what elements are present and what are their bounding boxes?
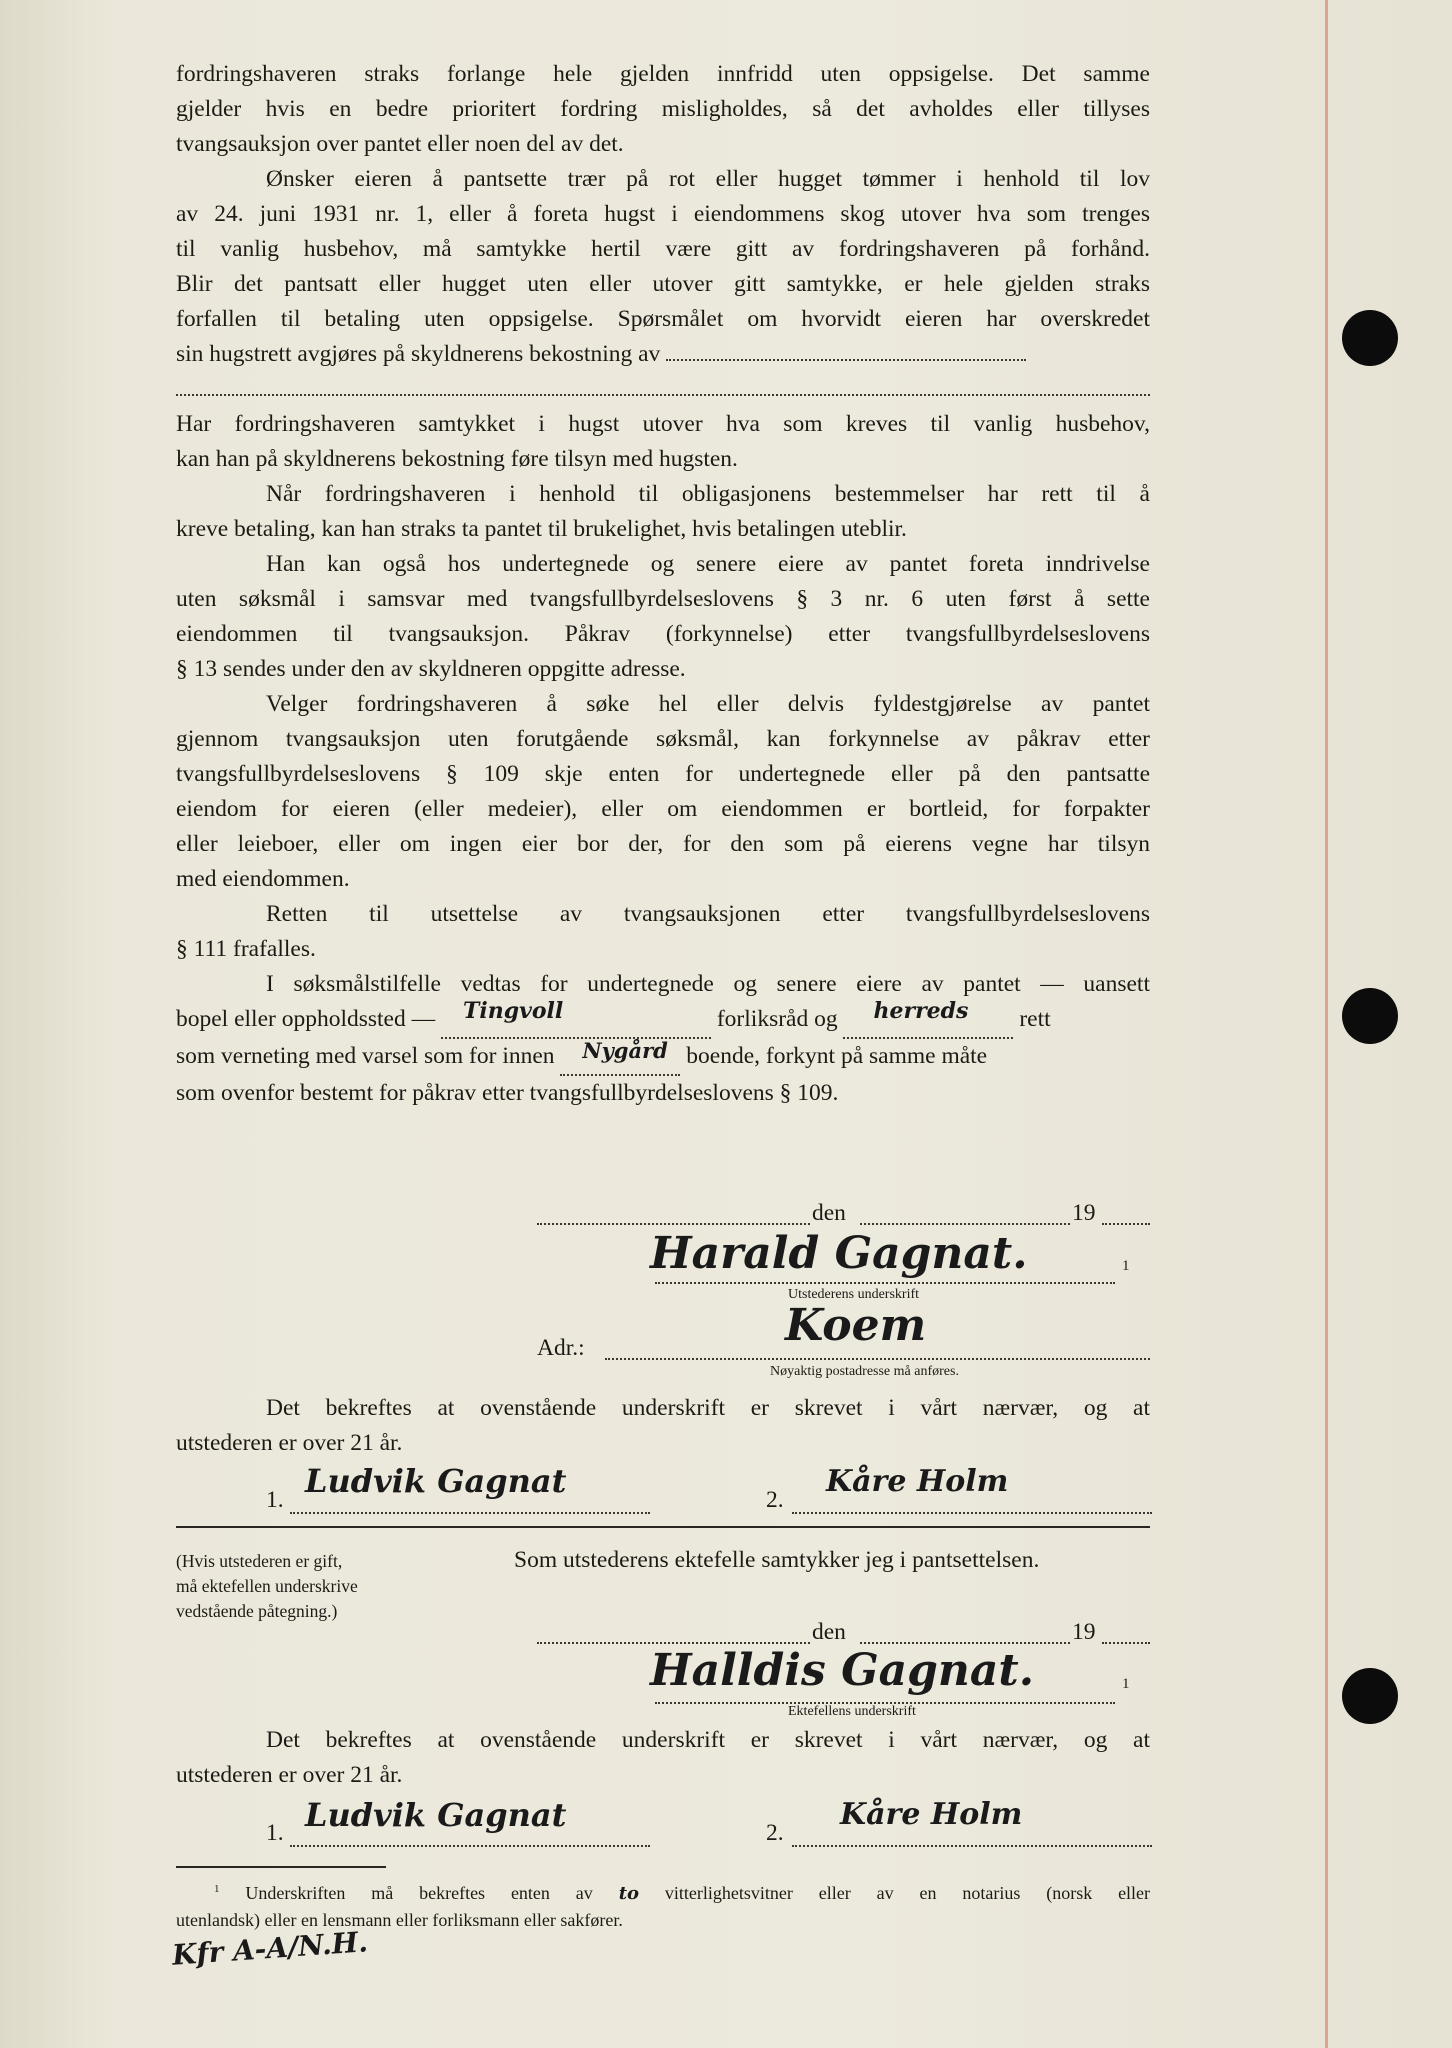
footnote-mark: 1: [1122, 1676, 1130, 1692]
witness-signature: Kåre Holm: [826, 1464, 1009, 1499]
text-line: [176, 337, 1150, 372]
footnote-mark: 1: [214, 1883, 220, 1895]
margin-rule: [1325, 0, 1328, 2048]
year-field: [1102, 1201, 1150, 1225]
text-line: tvangsauksjon over pantet eller noen del av det.: [176, 131, 624, 157]
text-fragment: bopel eller oppholdssted —: [176, 1006, 436, 1032]
text-line: Når fordringshaveren i henhold til obligasjonens bestemmelser har rett til å: [266, 481, 1150, 507]
witness-signature: Ludvik Gagnat: [305, 1462, 567, 1500]
date-label: den: [812, 1619, 846, 1645]
text-line: fordringshaveren straks forlange hele gjelden innfridd uten oppsigelse. Det samme: [176, 61, 1150, 87]
text-fragment: rett: [1019, 1006, 1051, 1032]
text-line: kreve betaling, kan han straks ta pantet til brukelighet, hvis betalingen uteblir.: [176, 516, 907, 542]
witness-number: 2.: [766, 1487, 784, 1513]
text-line: Retten til utsettelse av tvangsauksjonen etter tvangsfullbyrdelseslovens: [266, 901, 1150, 927]
witness-signature: Ludvik Gagnat: [305, 1796, 567, 1834]
witness-text: Det bekreftes at ovenstående underskrift er skrevet i vårt nærvær, og at: [266, 1727, 1150, 1753]
body-text: [176, 57, 1150, 1111]
punch-hole: [1342, 988, 1398, 1044]
text-line: Velger fordringshaveren å søke hel eller delvis fyldestgjørelse av pantet: [266, 691, 1150, 717]
text-line: eiendom for eieren (eller medeier), eller om eiendommen er bortleid, for forpakter: [176, 796, 1150, 822]
text-line: eiendommen til tvangsauksjon. Påkrav (forkynnelse) etter tvangsfullbyrdelseslovens: [176, 621, 1150, 647]
blank-line: [666, 358, 1026, 361]
signature-caption: Ektefellens underskrift: [788, 1704, 916, 1719]
spouse-note: [176, 1549, 358, 1624]
text-line: Han kan også hos undertegnede og senere eiere av pantet foreta inndrivelse: [266, 551, 1150, 577]
punch-hole: [1342, 1668, 1398, 1724]
footnote-mark: 1: [1122, 1258, 1130, 1274]
signature-caption: Utstederens underskrift: [788, 1287, 920, 1302]
spouse-signature: Halldis Gagnat.: [650, 1645, 1035, 1696]
blank-line: [176, 393, 1150, 396]
text-line: gjelder hvis en bedre prioritert fordring misligholdes, så det avholdes eller tillyses: [176, 96, 1150, 122]
witness-number: 1.: [266, 1487, 284, 1513]
date-place-field: [537, 1620, 810, 1644]
text-line: forfallen til betaling uten oppsigelse. Spørsmålet om hvorvidt eieren har overskredet: [176, 306, 1150, 332]
handwritten-number: to: [618, 1883, 640, 1904]
text-line: av 24. juni 1931 nr. 1, eller å foreta hugst i eiendommens skog utover hva som trenges: [176, 201, 1150, 227]
handwritten-court: herreds: [873, 998, 969, 1024]
text-fragment: Underskriften må bekreftes enten av: [245, 1883, 593, 1903]
text-fragment: som verneting med varsel som for innen: [176, 1043, 555, 1069]
year-field: [1102, 1620, 1150, 1644]
text-line: uten søksmål i samsvar med tvangsfullbyrdelseslovens § 3 nr. 6 uten først å sette: [176, 586, 1150, 612]
date-field: [860, 1201, 1070, 1225]
district-field: [560, 1039, 680, 1076]
witness-number: 1.: [266, 1820, 284, 1846]
witness-number: 2.: [766, 1820, 784, 1846]
text-line: gjennom tvangsauksjon uten forutgående søksmål, kan forkynnelse av påkrav etter: [176, 726, 1150, 752]
text-line: § 111 frafalles.: [176, 936, 316, 962]
footnote-line: utenlandsk) eller en lensmann eller forliksmann eller sakfører.: [176, 1910, 623, 1930]
spouse-note-line: (Hvis utstederen er gift,: [176, 1551, 343, 1571]
text-fragment: vitterlighetsvitner eller av en notarius (norsk eller: [664, 1883, 1151, 1903]
text-line: eller leieboer, eller om ingen eier bor der, for den som på eierens vegne har tilsyn: [176, 831, 1150, 857]
text-fragment: boende, forkynt på samme måte: [686, 1043, 988, 1069]
court-field: [843, 998, 1013, 1039]
handwritten-address: Koem: [785, 1300, 927, 1351]
date-place-field: [537, 1201, 810, 1225]
issuer-signature: Harald Gagnat.: [650, 1228, 1028, 1279]
venue-field: [441, 998, 711, 1039]
date-label: den: [812, 1200, 846, 1226]
text-line: til vanlig husbehov, må samtykke hertil være gitt av fordringshaveren på forhånd.: [176, 236, 1150, 262]
text-line: kan han på skyldnerens bekostning føre tilsyn med hugsten.: [176, 446, 738, 472]
text-fragment: sin hugstrett avgjøres på skyldnerens bekostning av: [176, 341, 661, 367]
spouse-note-line: må ektefellen underskrive: [176, 1576, 358, 1596]
year-label: 19: [1072, 1200, 1096, 1226]
punch-hole: [1342, 310, 1398, 366]
text-line: § 13 sendes under den av skyldneren oppgitte adresse.: [176, 656, 686, 682]
text-line: Blir det pantsatt eller hugget uten eller utover gitt samtykke, er hele gjelden straks: [176, 271, 1150, 297]
text-line: I søksmålstilfelle vedtas for undertegnede og senere eiere av pantet — uansett: [266, 971, 1150, 997]
spouse-note-line: vedstående påtegning.): [176, 1601, 338, 1621]
handwritten-venue: Tingvoll: [462, 998, 564, 1024]
address-caption: Nøyaktig postadresse må anføres.: [770, 1364, 959, 1379]
date-field: [860, 1620, 1070, 1644]
text-line: med eiendommen.: [176, 866, 350, 892]
text-line: Ønsker eieren å pantsette trær på rot eller hugget tømmer i henhold til lov: [266, 166, 1150, 192]
witness-text: utstederen er over 21 år.: [176, 1762, 403, 1788]
witness-text: utstederen er over 21 år.: [176, 1430, 403, 1456]
address-label: Adr.:: [537, 1335, 585, 1361]
margin-annotation: Kfr A-A/N.H.: [171, 1925, 369, 1972]
footnote-line: [176, 1876, 1150, 1907]
witness-text: Det bekreftes at ovenstående underskrift er skrevet i vårt nærvær, og at: [266, 1395, 1150, 1421]
text-line: som ovenfor bestemt for påkrav etter tvangsfullbyrdelseslovens § 109.: [176, 1080, 839, 1106]
year-label: 19: [1072, 1619, 1096, 1645]
footnote-divider: [176, 1866, 386, 1868]
footnote: [176, 1876, 1150, 1933]
section-divider: [176, 1526, 1150, 1528]
blank-row: [176, 372, 1150, 407]
spouse-consent: Som utstederens ektefelle samtykker jeg i pantsettelsen.: [514, 1547, 1040, 1573]
venue-line: [176, 1039, 1150, 1076]
text-fragment: forliksråd og: [716, 1006, 838, 1032]
text-line: tvangsfullbyrdelseslovens § 109 skje enten for undertegnede eller på den pantsatte: [176, 761, 1150, 787]
text-line: Har fordringshaveren samtykket i hugst utover hva som kreves til vanlig husbehov,: [176, 411, 1150, 437]
witness-signature: Kåre Holm: [840, 1797, 1023, 1832]
handwritten-district: Nygård: [582, 1038, 668, 1063]
